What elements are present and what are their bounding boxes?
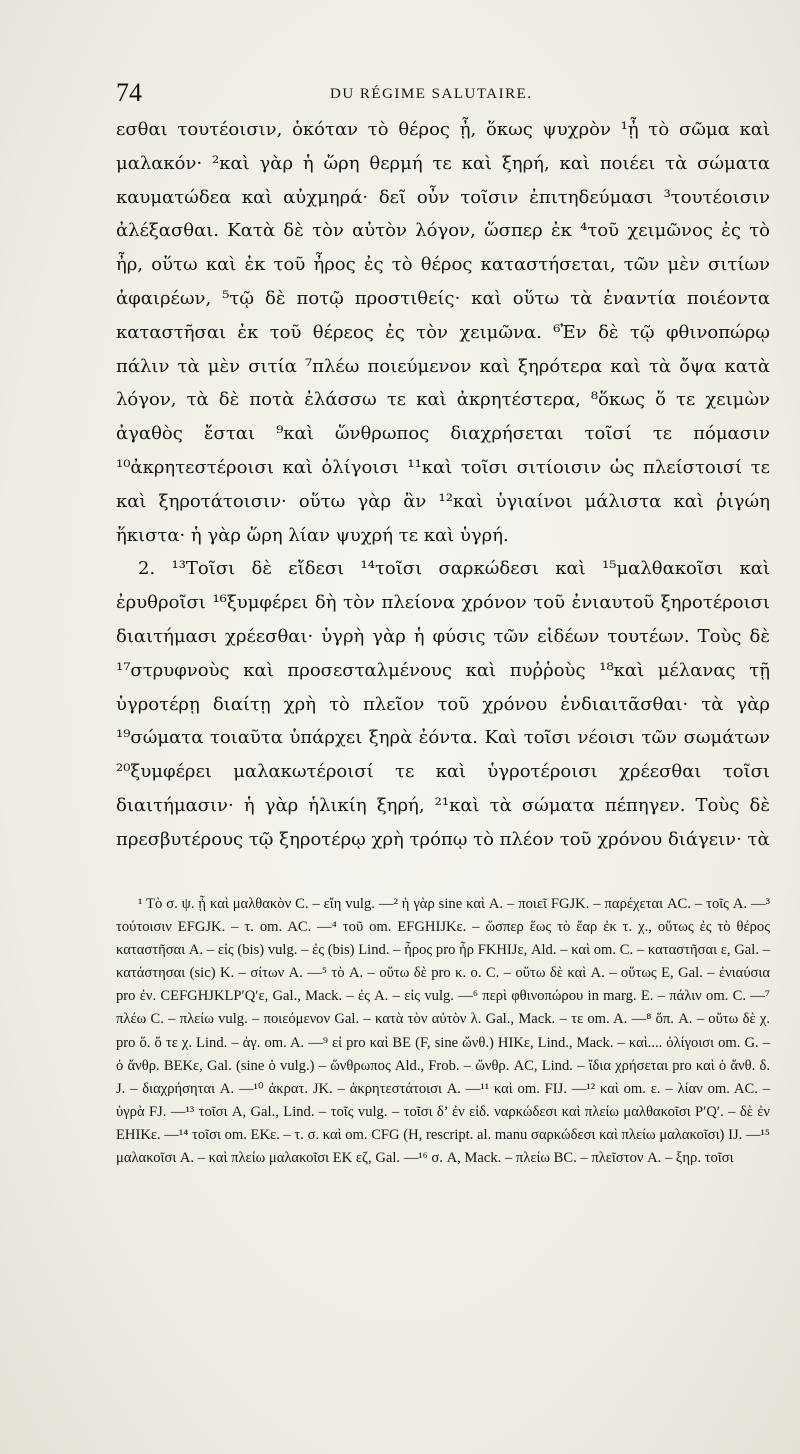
- paragraph-2: 2. ¹³Τοῖσι δὲ εἴδεσι ¹⁴τοῖσι σαρκώδεσι καὶ ¹⁵μαλθακοῖσι καὶ ἐρυθροῖσι ¹⁶ξυμφέρει δὴ τὸν πλείονα χρόνον τοῦ ἐνιαυτοῦ ξηροτέροισι διαιτήμασι χρέεσθαι· ὑγρὴ γὰρ ἡ φύσις τῶν εἰδέων τουτέων. Τοὺς δὲ ¹⁷στρυφνοὺς καὶ προσεσταλμένους καὶ πυῤῥοὺς ¹⁸καὶ μέλανας τῇ ὑγροτέρῃ διαίτῃ χρὴ τὸ πλεῖον τοῦ χρόνου ἐνδιαιτᾶσθαι· τὰ γὰρ ¹⁹σώματα τοιαῦτα ὑπάρχει ξηρὰ ἐόντα. Καὶ τοῖσι νέοισι τῶν σωμάτων ²⁰ξυμφέρει μαλακωτέροισί τε καὶ ὑγροτέροισι χρέεσθαι τοῖσι διαιτήμασιν· ἡ γὰρ ἡλικίη ξηρή, ²¹καὶ τὰ σώματα πέπηγεν. Τοὺς δὲ πρεσβυτέρους τῷ ξηροτέρῳ χρὴ τρόπῳ τὸ πλέον τοῦ χρόνου διάγειν· τὰ: [116, 558, 770, 850]
- page-header: [116, 78, 766, 108]
- main-text: [116, 113, 770, 857]
- paragraph-1: εσθαι τουτέοισιν, ὁκόταν τὸ θέρος ᾖ, ὅκως ψυχρὸν ¹ᾖ τὸ σῶμα καὶ μαλακόν· ²καὶ γὰρ ἡ ὥρη θερμή τε καὶ ξηρή, καὶ ποιέει τὰ σώματα καυματώδεα καὶ αὐχμηρά· δεῖ οὖν τοῖσιν ἐπιτηδεύμασι ³τουτέοισιν ἀλέξασθαι. Κατὰ δὲ τὸν αὐτὸν λόγον, ὥσπερ ἐκ ⁴τοῦ χειμῶνος ἐς τὸ ἦρ, οὕτω καὶ ἐκ τοῦ ἦρος ἐς τὸ θέρος καταστήσεται, τῶν μὲν σιτίων ἀφαιρέων, ⁵τῷ δὲ ποτῷ προστιθείς· καὶ οὕτω τὰ ἐναντία ποιέοντα καταστῆσαι ἐκ τοῦ θέρεος ἐς τὸν χειμῶνα. ⁶Ἐν δὲ τῷ φθινοπώρῳ πάλιν τὰ μὲν σιτία ⁷πλέω ποιεύμενον καὶ ξηρότερα καὶ τὰ ὄψα κατὰ λόγον, τὰ δὲ ποτὰ ἐλάσσω τε καὶ ἀκρητέστερα, ⁸ὅκως ὅ τε χειμὼν ἀγαθὸς ἔσται ⁹καὶ ὥνθρωπος διαχρήσεται τοῖσί τε πόμασιν ¹⁰ἀκρητεστέροισι καὶ ὀλίγοισι ¹¹καὶ τοῖσι σιτίοισιν ὡς πλείστοισί τε καὶ ξηροτάτοισιν· οὕτω γὰρ ἂν ¹²καὶ ὑγιαίνοι μάλιστα καὶ ῥιγώη ἥκιστα· ἡ γὰρ ὥρη λίαν ψυχρή τε καὶ ὑγρή.: [116, 119, 770, 546]
- footnotes: [116, 893, 770, 1170]
- page-number: 74: [116, 78, 142, 107]
- running-head: DU RÉGIME SALUTAIRE.: [330, 86, 533, 102]
- footnote-text: ¹ Τὸ σ. ψ. ᾖ καὶ μαλθακὸν C. – εἴη vulg. —² ἡ γὰρ sine καὶ A. – ποιεῖ FGJK. – παρέχεται AC. – τοῖς A. —³ τούτοισιν EFGJK. – τ. om. AC. —⁴ τοῦ om. EFGHIJKε. – ὥσπερ ἕως τὸ ἔαρ ἐκ τ. χ., οὕτως ἐς τὸ θέρος καταστῆσαι A. – εἰς (bis) vulg. – ἐς (bis) Lind. – ἦρος pro ἦρ FKHIJε, Ald. – καὶ om. C. – καταστῆσαι ε, Gal. – κατάστησαι (sic) K. – σίτων A. —⁵ τὸ A. – οὕτω δὲ pro κ. ο. C. – οὕτω δὲ καὶ A. – οὕτως E, Gal. – ἐνιαύσια pro ἐν. CEFGHJKLP′Q′ε, Gal., Mack. – ἐς A. – εἰς vulg. —⁶ περὶ φθινοπώρου in marg. E. – πάλιν om. C. —⁷ πλέω C. – πλείω vulg. – ποιεόμενον Gal. – κατὰ τὸν αὐτὸν λ. Gal., Mack. – τε om. A. —⁸ ὅπ. A. – οὕτω δὲ χ. pro ὅ. ὅ τε χ. Lind. – ἀγ. om. A. —⁹ εἰ pro καὶ BE (F, sine ὤνθ.) HIKε, Lind., Mack. – καὶ.... ὀλίγοισι om. G. – ὁ ἄνθρ. BEKε, Gal. (sine ὁ vulg.) – ὥνθρωπος Ald., Frob. – ὤνθρ. AC, Lind. – ἴδια χρήσεται pro καὶ ὁ ἄνθ. δ. J. – διαχρήσηται A. —¹⁰ ἀκρατ. JK. – ἀκρητεστάτοισι A. —¹¹ καὶ om. FIJ. —¹² καὶ om. ε. – λίαν om. AC. – ὑγρὰ FJ. —¹³ τοῖσι A, Gal., Lind. – τοῖς vulg. – τοῖσι δ’ ἐν εἰδ. ναρκώδεσι καὶ πλείω μαλθακοῖσι P′Q′. – δὲ ἐν EHIKε. —¹⁴ τοῖσι om. EKε. – τ. σ. καὶ om. CFG (H, rescript. al. manu σαρκώδεσι καὶ πλείω μαλακοῖσι) IJ. —¹⁵ μαλακοῖσι A. – καὶ πλείω μαλακοῖσι EK εζ, Gal. —¹⁶ σ. A, Mack. – πλείω BC. – πλεῖστον A. – ξηρ. τοῖσι: [116, 896, 770, 1167]
